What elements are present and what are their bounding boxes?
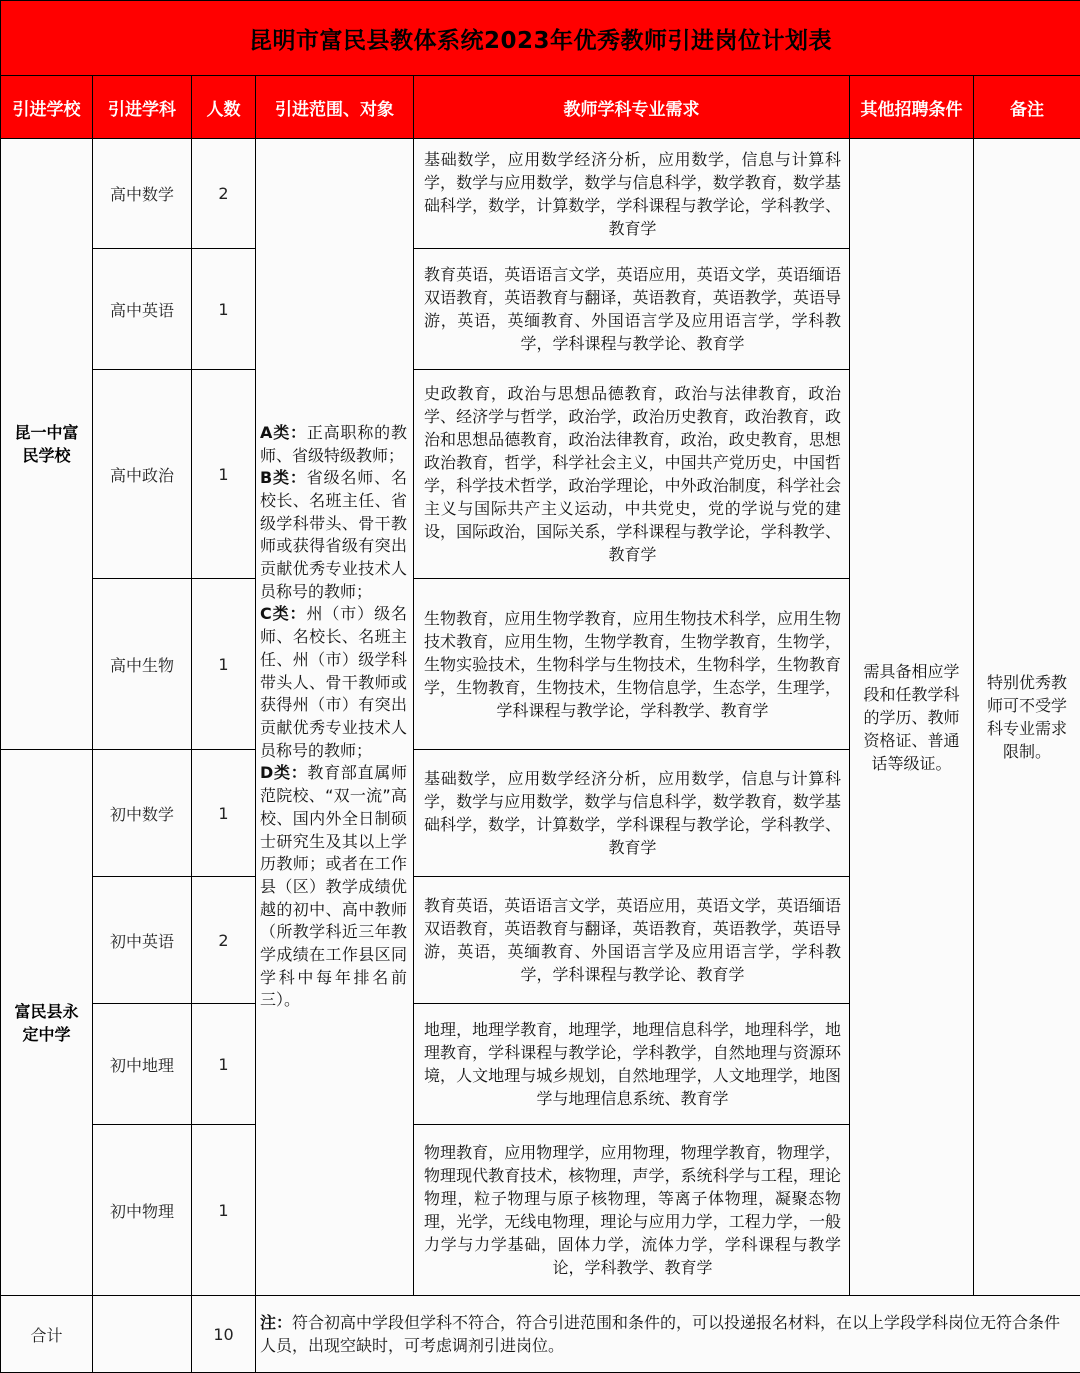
table-row (1, 139, 1080, 249)
note-label: 注： (260, 1313, 292, 1332)
header-count: 人数 (192, 76, 256, 139)
table-title: 昆明市富民县教体系统2023年优秀教师引进岗位计划表 (1, 1, 1080, 76)
count-cell: 1 (192, 1004, 256, 1125)
count-cell: 2 (192, 139, 256, 249)
subject-cell: 高中数学 (93, 139, 192, 249)
subject-cell: 初中地理 (93, 1004, 192, 1125)
count-cell: 1 (192, 579, 256, 750)
header-row (1, 76, 1080, 139)
scope-a-label: A类： (260, 423, 307, 442)
count-cell: 1 (192, 1125, 256, 1296)
header-school: 引进学校 (1, 76, 93, 139)
subject-cell: 初中物理 (93, 1125, 192, 1296)
subject-cell: 高中政治 (93, 370, 192, 579)
scope-a-text: 正高职称的教师、省级特级教师； (260, 423, 407, 465)
header-subject: 引进学科 (93, 76, 192, 139)
majors-cell: 基础数学，应用数学经济分析，应用数学，信息与计算科学，数学与应用数学，数学与信息科学，数学教育，数学基础科学，数学，计算数学，学科课程与教学论，学科教学、教育学 (414, 750, 850, 877)
majors-cell: 基础数学，应用数学经济分析，应用数学，信息与计算科学，数学与应用数学，数学与信息科学，数学教育，数学基础科学，数学，计算数学，学科课程与教学论，学科教学、教育学 (414, 139, 850, 249)
majors-cell: 史政教育，政治与思想品德教育，政治与法律教育，政治学、经济学与哲学，政治学，政治历史教育，政治教育，政治和思想品德教育，政治法律教育，政治，政史教育，思想政治教育，哲学，科学社会主义，中国共产党历史，中国哲学，科学技术哲学，政治学理论，中外政治制度，科学社会主义与国际共产主义运动，中共党史，党的学说与党的建设，国际政治，国际关系，学科课程与教学论，学科教学、教育学 (414, 370, 850, 579)
subject-cell: 初中英语 (93, 877, 192, 1004)
majors-cell: 物理教育，应用物理学，应用物理，物理学教育，物理学，物理现代教育技术，核物理，声学，系统科学与工程，理论物理，粒子物理与原子核物理，等离子体物理，凝聚态物理，光学，无线电物理，理论与应用力学，工程力学，一般力学与力学基础，固体力学，流体力学，学科课程与教学论，学科教学、教育学 (414, 1125, 850, 1296)
scope-c-text: 州（市）级名师、名校长、名班主任、州（市）级学科带头人、骨干教师或获得州（市）有突出贡献优秀专业技术人员称号的教师； (260, 604, 407, 759)
total-label: 合计 (1, 1296, 93, 1373)
header-majors: 教师学科专业需求 (414, 76, 850, 139)
subject-cell: 高中英语 (93, 249, 192, 370)
other-conditions: 需具备相应学段和任教学科的学历、教师资格证、普通话等级证。 (850, 139, 974, 1296)
count-cell: 2 (192, 877, 256, 1004)
scope-b-text: 省级名师、名校长、名班主任、省级学科带头、骨干教师或获得省级有突出贡献优秀专业技术人员称号的教师； (260, 468, 407, 601)
header-other-conditions: 其他招聘条件 (850, 76, 974, 139)
count-cell: 1 (192, 370, 256, 579)
scope-d-text: 教育部直属师范院校、“双一流”高校、国内外全日制硕士研究生及其以上学历教师；或者在工作县（区）教学成绩优越的初中、高中教师（所教学科近三年教学成绩在工作县区同学科中每年排名前三）。 (260, 763, 407, 1009)
note-text: 符合初高中学段但学科不符合，符合引进范围和条件的，可以投递报名材料，在以上学段学科岗位无符合条件人员，出现空缺时，可考虑调剂引进岗位。 (260, 1313, 1060, 1355)
remark: 特别优秀教师可不受学科专业需求限制。 (974, 139, 1080, 1296)
header-remark: 备注 (974, 76, 1080, 139)
header-scope: 引进范围、对象 (256, 76, 414, 139)
recruit-scope (256, 139, 414, 1296)
total-row (1, 1296, 1080, 1373)
total-empty-cell (93, 1296, 192, 1373)
majors-cell: 生物教育，应用生物学教育，应用生物技术科学，应用生物技术教育，应用生物，生物学教育，生物学教育，生物学，生物实验技术，生物科学与生物技术，生物科学，生物教育学，生物教育，生物技术，生物信息学，生态学，生理学，学科课程与教学论，学科教学、教育学 (414, 579, 850, 750)
majors-cell: 地理，地理学教育，地理学，地理信息科学，地理科学，地理教育，学科课程与教学论，学科教学，自然地理与资源环境，人文地理与城乡规划，自然地理学，人文地理学，地图学与地理信息系统、教育学 (414, 1004, 850, 1125)
scope-d-label: D类： (260, 763, 307, 782)
count-cell: 1 (192, 249, 256, 370)
subject-cell: 高中生物 (93, 579, 192, 750)
school-yongding: 富民县永定中学 (1, 750, 93, 1296)
count-cell: 1 (192, 750, 256, 877)
footnote (256, 1296, 1080, 1373)
scope-b-label: B类： (260, 468, 307, 487)
school-kunyi-fumin: 昆一中富民学校 (1, 139, 93, 750)
majors-cell: 教育英语，英语语言文学，英语应用，英语文学，英语缅语双语教育，英语教育与翻译，英语教育，英语教学，英语导游，英语，英缅教育、外国语言学及应用语言学，学科教学，学科课程与教学论、教育学 (414, 249, 850, 370)
subject-cell: 初中数学 (93, 750, 192, 877)
majors-cell: 教育英语，英语语言文学，英语应用，英语文学，英语缅语双语教育，英语教育与翻译，英语教育，英语教学，英语导游，英语，英缅教育、外国语言学及应用语言学，学科教学，学科课程与教学论、教育学 (414, 877, 850, 1004)
scope-c-label: C类： (260, 604, 306, 623)
total-count: 10 (192, 1296, 256, 1373)
